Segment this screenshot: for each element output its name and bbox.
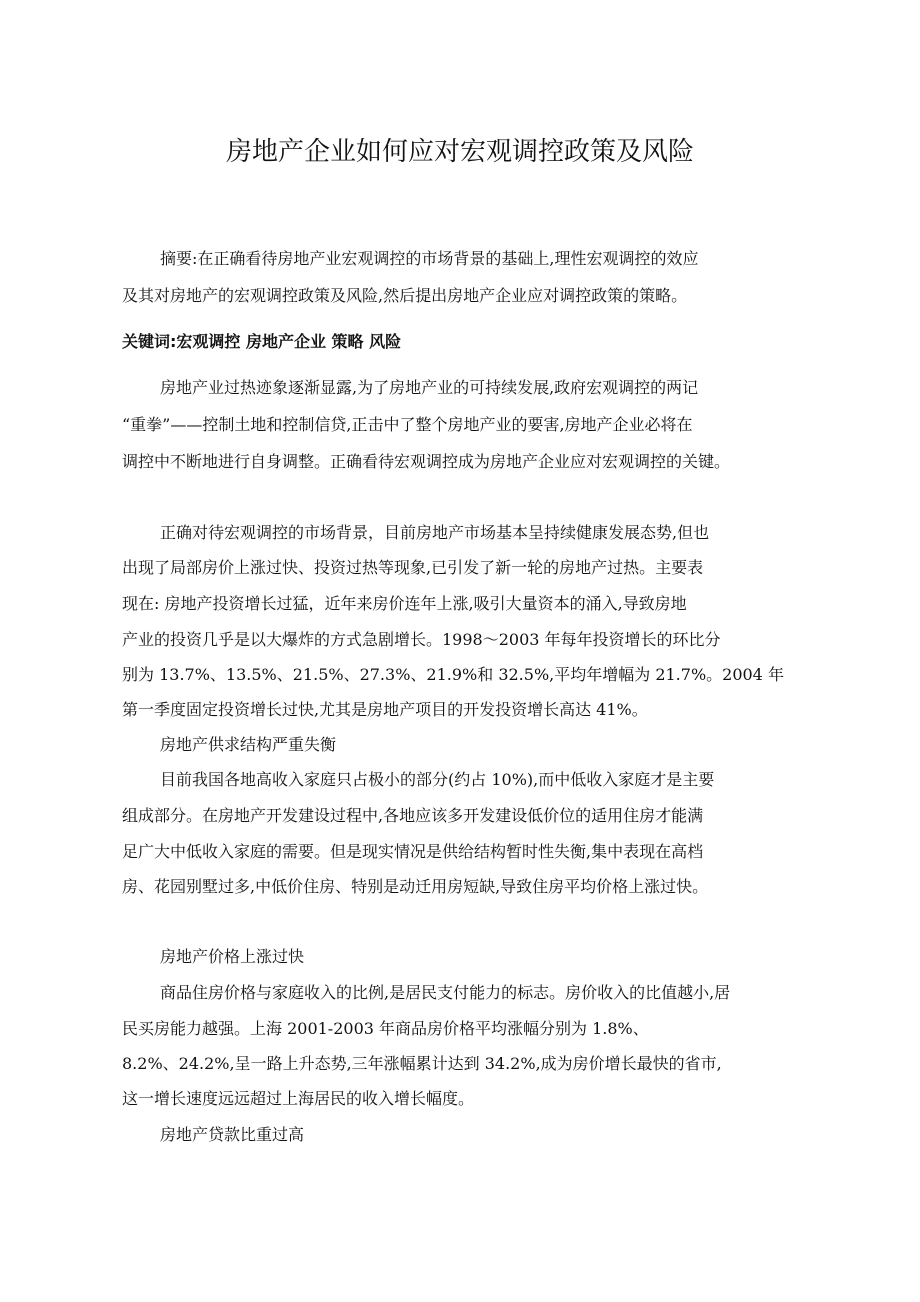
section3-line-3: 8.2%、24.2%,呈一路上升态势,三年涨幅累计达到 34.2%,成为房价增长最快的省市, [122,1054,722,1073]
section1-line-4: 产业的投资几乎是以大爆炸的方式急剧增长。1998～2003 年每年投资增长的环比分 [122,630,721,649]
keywords: 关键词:宏观调控 房地产企业 策略 风险 [122,332,402,351]
section2-line-1: 目前我国各地高收入家庭只占极小的部分(约占 10%),而中低收入家庭才是主要 [160,770,715,789]
section1-line-1: 正确对待宏观调控的市场背景，目前房地产市场基本呈持续健康发展态势,但也 [160,523,710,542]
section1-line-2: 出现了局部房价上涨过快、投资过热等现象,已引发了新一轮的房地产过热。主要表 [122,558,704,577]
section2-line-3: 足广大中低收入家庭的需要。但是现实情况是供给结构暂时性失衡,集中表现在高档 [122,842,704,861]
section2-line-4: 房、花园别墅过多,中低价住房、特别是动迁用房短缺,导致住房平均价格上涨过快。 [122,877,709,896]
section3-line-2: 民买房能力越强。上海 2001-2003 年商品房价格平均涨幅分别为 1.8%、 [122,1019,649,1038]
section3-line-4: 这一增长速度远远超过上海居民的收入增长幅度。 [122,1089,475,1108]
section-heading-supply-demand: 房地产供求结构严重失衡 [160,735,337,754]
section2-line-2: 组成部分。在房地产开发建设过程中,各地应该多开发建设低价位的适用住房才能满 [122,806,704,825]
intro-line-2: “重拳”——控制土地和控制信贷,正击中了整个房地产业的要害,房地产企业必将在 [122,415,693,434]
section-heading-loan-ratio: 房地产贷款比重过高 [160,1125,305,1144]
section1-line-3: 现在: 房地产投资增长过猛，近年来房价连年上涨,吸引大量资本的涌入,导致房地 [122,594,687,613]
document-title: 房地产企业如何应对宏观调控政策及风险 [225,137,694,167]
abstract-line-2: 及其对房地产的宏观调控政策及风险,然后提出房地产企业应对调控政策的策略。 [122,286,688,305]
intro-line-1: 房地产业过热迹象逐渐显露,为了房地产业的可持续发展,政府宏观调控的两记 [160,378,699,397]
section3-line-1: 商品住房价格与家庭收入的比例,是居民支付能力的标志。房价收入的比值越小,居 [160,983,731,1002]
section1-line-5: 别为 13.7%、13.5%、21.5%、27.3%、21.9%和 32.5%,平均年增幅为 21.7%。2004 年 [122,665,784,684]
abstract-line-1: 摘要:在正确看待房地产业宏观调控的市场背景的基础上,理性宏观调控的效应 [160,249,699,268]
intro-line-3: 调控中不断地进行自身调整。正确看待宏观调控成为房地产企业应对宏观调控的关键。 [122,452,731,471]
section1-line-6: 第一季度固定投资增长过快,尤其是房地产项目的开发投资增长高达 41%。 [122,700,648,719]
section-heading-price-rise: 房地产价格上涨过快 [160,947,305,966]
